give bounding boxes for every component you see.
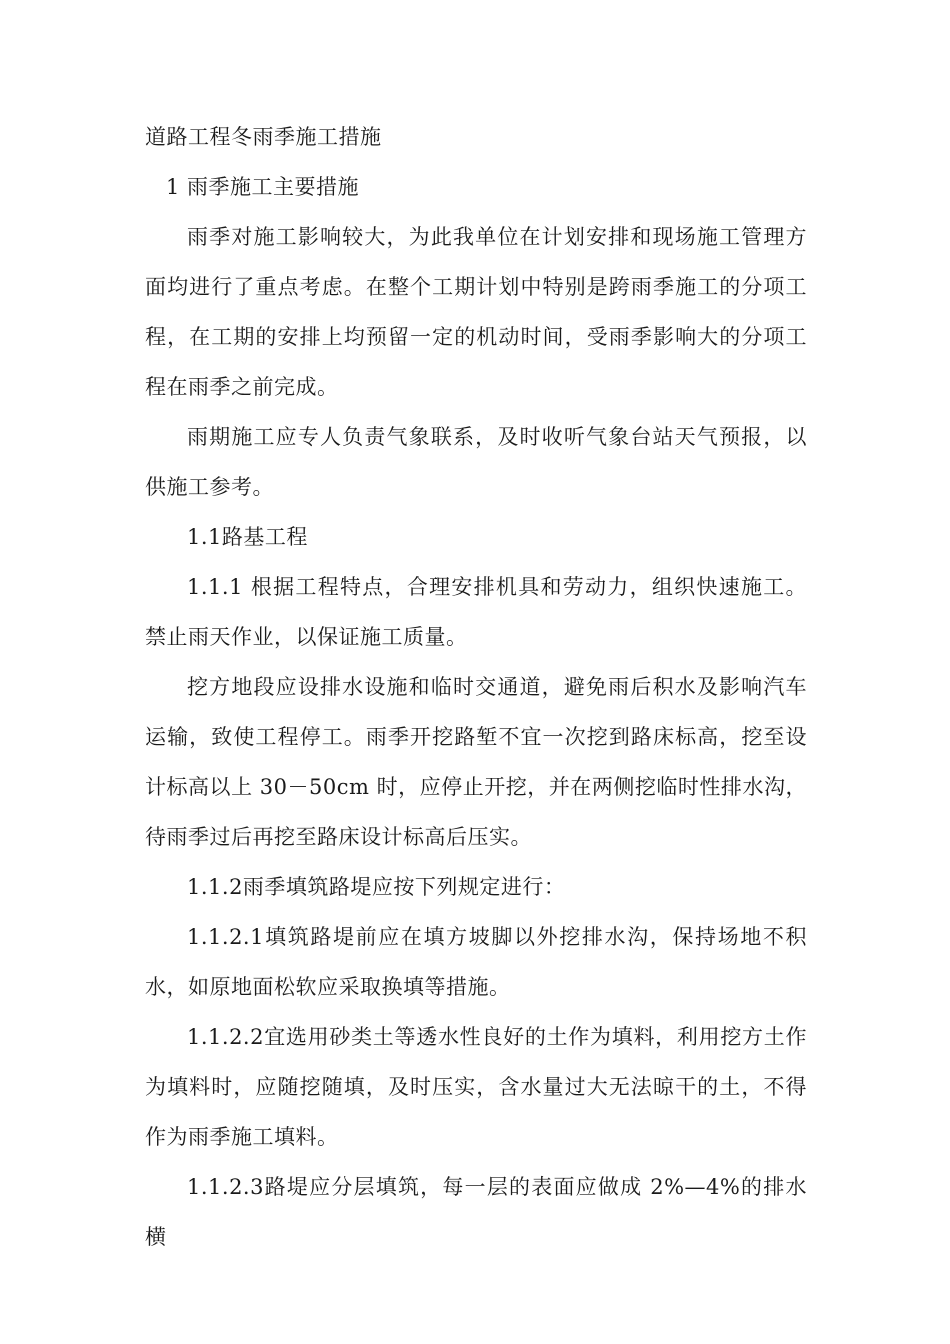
document-title: 道路工程冬雨季施工措施 xyxy=(145,125,382,149)
paragraph: 雨期施工应专人负责气象联系，及时收听气象台站天气预报，以供施工参考。 xyxy=(145,425,807,499)
paragraph: 1.1.1 根据工程特点，合理安排机具和劳动力，组织快速施工。禁止雨天作业，以保证施工质量。 xyxy=(145,575,807,649)
paragraph: 挖方地段应设排水设施和临时交通道，避免雨后积水及影响汽车运输，致使工程停工。雨季开挖路堑不宜一次挖到路床标高，挖至设计标高以上 30－50cm 时，应停止开挖，并在两侧挖临时性排水沟，待雨季过后再挖至路床设计标高后压实。 xyxy=(145,675,807,849)
subsection-heading: 1.1.2雨季填筑路堤应按下列规定进行： xyxy=(187,875,566,899)
paragraph: 雨季对施工影响较大，为此我单位在计划安排和现场施工管理方面均进行了重点考虑。在整个工期计划中特别是跨雨季施工的分项工程，在工期的安排上均预留一定的机动时间，受雨季影响大的分项工程在雨季之前完成。 xyxy=(145,225,807,399)
paragraph: 1.1.2.1填筑路堤前应在填方坡脚以外挖排水沟，保持场地不积水，如原地面松软应采取换填等措施。 xyxy=(145,925,807,999)
section-heading-1: 1 雨季施工主要措施 xyxy=(166,175,360,199)
subsection-heading: 1.1路基工程 xyxy=(187,525,308,549)
paragraph: 1.1.2.3路堤应分层填筑，每一层的表面应做成 2%—4%的排水横 xyxy=(145,1175,807,1249)
document-body xyxy=(145,112,807,1262)
paragraph: 1.1.2.2宜选用砂类土等透水性良好的土作为填料，利用挖方土作为填料时，应随挖随填，及时压实，含水量过大无法晾干的土，不得作为雨季施工填料。 xyxy=(145,1025,807,1149)
